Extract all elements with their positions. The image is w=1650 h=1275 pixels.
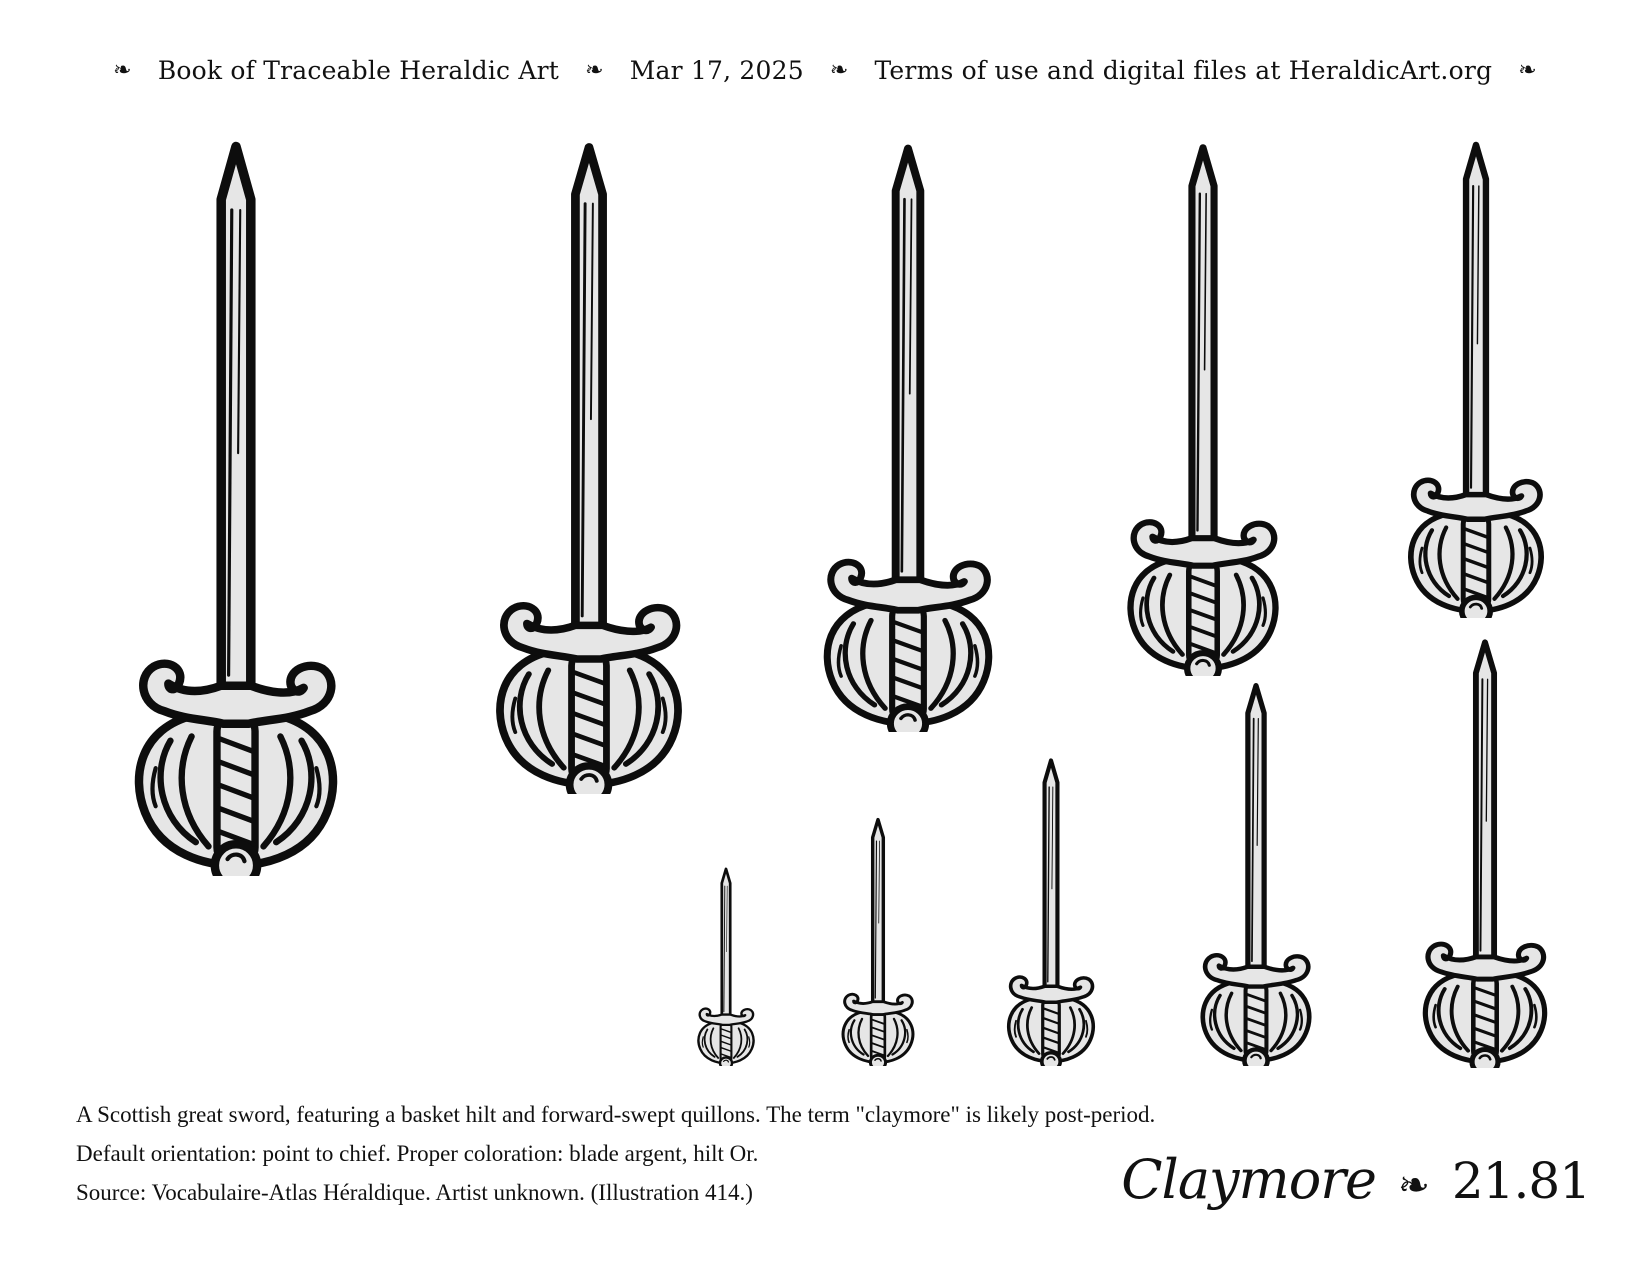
book-title: Book of Traceable Heraldic Art [157,56,560,85]
orientation-line: Default orientation: point to chief. Proper coloration: blade argent, hilt Or. [76,1141,759,1166]
claymore-sword-icon [1405,138,1547,618]
fleuron-icon: ❧ [1518,58,1537,83]
description-line: A Scottish great sword, featuring a basket hilt and forward-swept quillons. The term "claymore" is likely post-period. [76,1102,1156,1127]
charge-description [76,1095,1155,1212]
terms-of-use-link[interactable]: Terms of use and digital files at HeraldicArt.org [874,56,1493,85]
charge-number: 21.81 [1451,1152,1590,1210]
charge-name: Claymore [1121,1148,1377,1211]
fleuron-icon: ❧ [585,58,604,83]
claymore-sword-icon [1124,140,1282,676]
fleuron-icon: ❧ [1398,1163,1430,1207]
claymore-sword-icon [1420,636,1550,1068]
claymore-sword-icon [1005,756,1097,1066]
claymore-sword-icon [128,136,344,876]
claymore-sword-icon [840,816,916,1066]
fleuron-icon: ❧ [829,58,849,83]
fleuron-icon: ❧ [113,58,132,83]
source-line: Source: Vocabulaire-Atlas Héraldique. Artist unknown. (Illustration 414.) [76,1180,753,1205]
claymore-sword-icon [696,866,756,1066]
claymore-sword-icon [820,140,996,732]
page-header [0,56,1650,85]
page-date: Mar 17, 2025 [629,56,804,85]
claymore-sword-icon [1198,680,1314,1066]
charge-title-block [1121,1148,1590,1211]
claymore-sword-icon [492,138,686,794]
